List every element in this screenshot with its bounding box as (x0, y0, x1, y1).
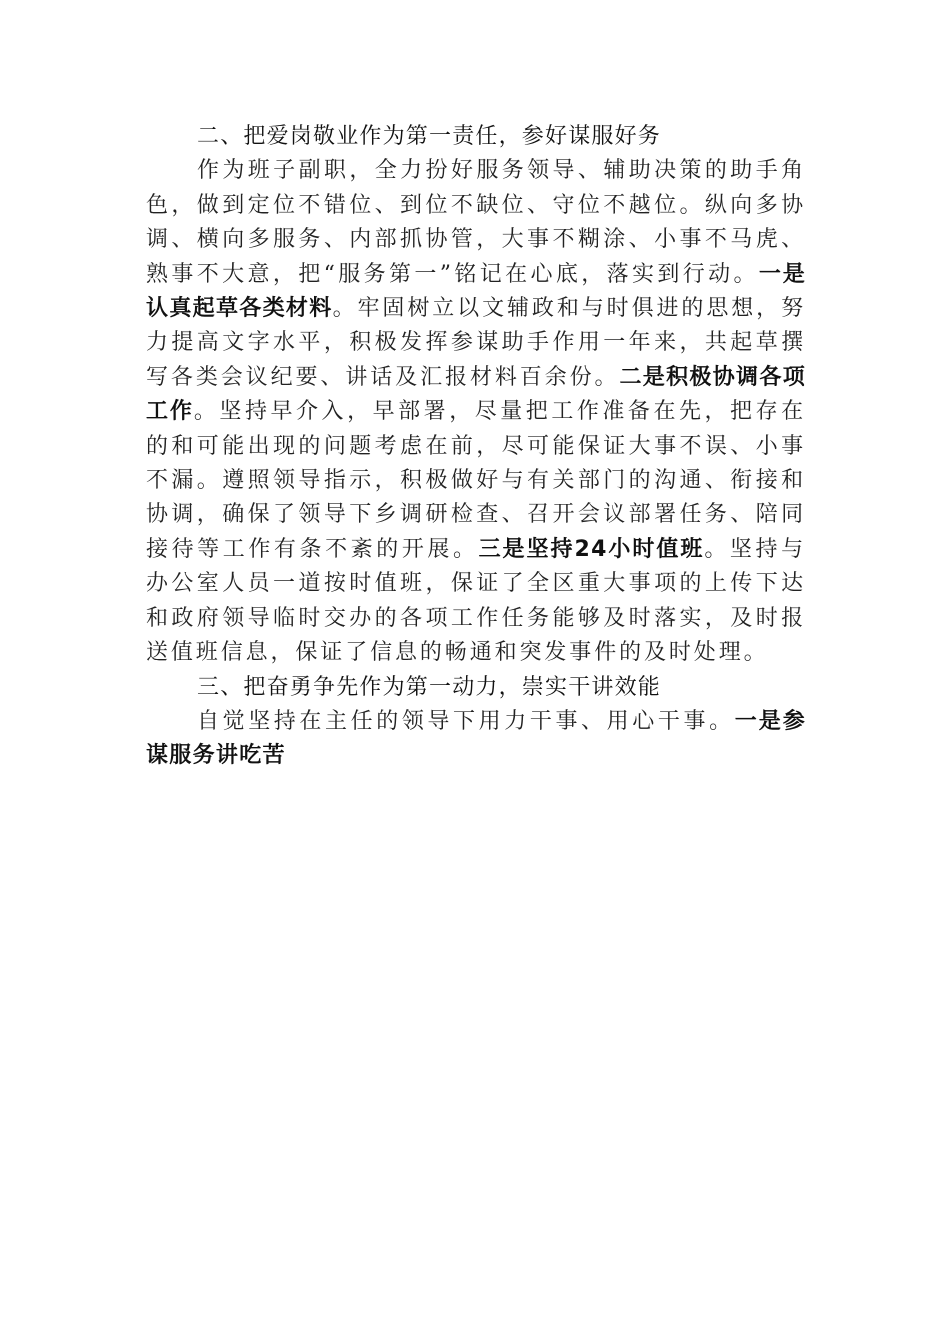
section-2-point-1-text: 。牢固树立以文辅政和与时俱进的思想，努力提高文字水平，积极发挥参谋助手作用一年来，共起草撰写各类会议纪要、讲话及汇报材料百余份。 (146, 296, 806, 390)
section-2-point-2-text: 。坚持早介入，早部署，尽量把工作准备在先，把存在的和可能出现的问题考虑在前，尽可能保证大事不误、小事不漏。遵照领导指示，积极做好与有关部门的沟通、衔接和协调，确保了领导下乡调研检查、召开会议部署任务、陪同接待等工作有条不紊的开展。 (146, 399, 806, 562)
section-3-intro: 自觉坚持在主任的领导下用力干事、用心干事。 (197, 708, 735, 734)
section-heading-3: 三、把奋勇争先作为第一动力，崇实干讲效能 (197, 674, 662, 700)
section-2-intro: 作为班子副职，全力扮好服务领导、辅助决策的助手角色，做到定位不错位、到位不缺位、守位不越位。纵向多协调、横向多服务、内部抓协管，大事不糊涂、小事不马虎、熟事不大意，把“服务第一”铭记在心底，落实到行动。 (146, 158, 806, 287)
section-2-point-3-text: 。坚持与办公室人员一道按时值班，保证了全区重大事项的上传下达和政府领导临时交办的各项工作任务能够及时落实，及时报送值班信息，保证了信息的畅通和突发事件的及时处理。 (146, 536, 806, 666)
section-3-point-1-title: 一是参谋服务讲吃苦 (146, 708, 806, 769)
section-heading-2: 二、把爱岗敬业作为第一责任，参好谋服好务 (197, 124, 662, 149)
section-2-point-3-title: 三是坚持24小时值班 (478, 536, 705, 562)
section-2-paragraph (146, 154, 806, 670)
section-2-point-1-title: 一是认真起草各类材料 (146, 261, 806, 322)
section-2-point-2-title: 二是积极协调各项工作 (146, 364, 806, 425)
document-body (146, 120, 806, 774)
section-3-paragraph (146, 705, 806, 774)
